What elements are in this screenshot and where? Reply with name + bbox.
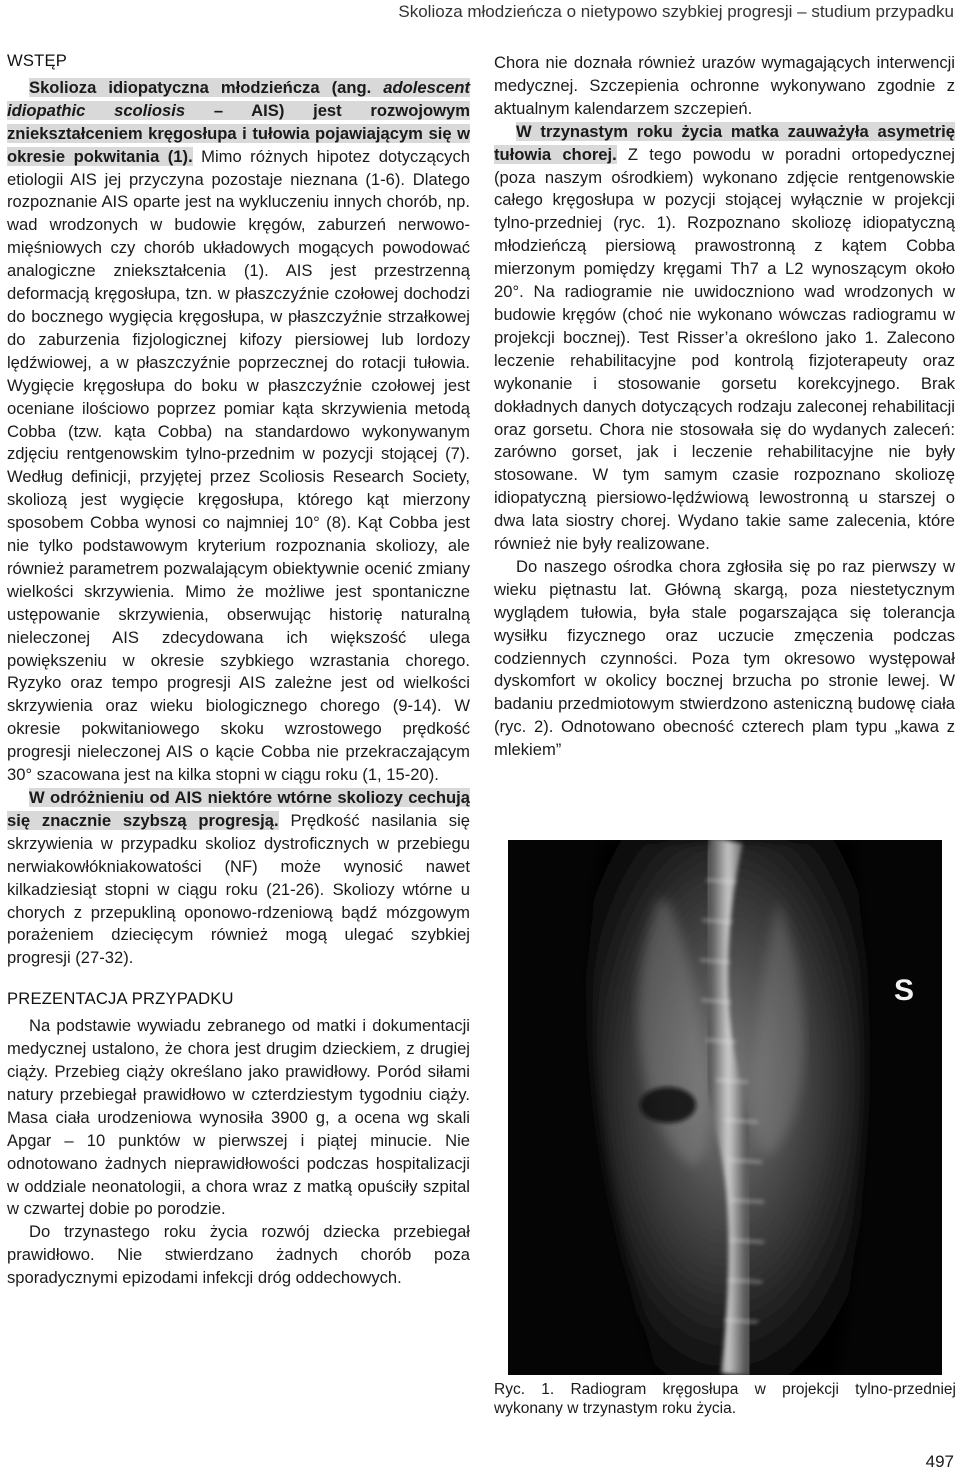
secondary-rest: Prędkość nasilania się skrzywienia w przypadku skolioz dystroficznych w przebiegu nerwiakowłókniakowatości (NF) może wynosić nawet kilkadziesiąt stopni w ciągu roku (21-26). Skoliozy wtórne u chorych z przepukliną oponowo-rdzeniową bądź mózgowym porażeniem dziecięcym również mogą ulegać szybkiej progresji (27-32). bbox=[7, 810, 470, 968]
intro-bold-a: Skolioza idiopatyczna młodzieńcza (ang. bbox=[29, 77, 384, 97]
running-header: Skolioza młodzieńcza o nietypowo szybkiej progresji – studium przypadku bbox=[398, 2, 954, 21]
radiograph-image bbox=[508, 840, 942, 1375]
asymmetry-paragraph bbox=[494, 121, 955, 556]
intro-bold-italic: adolescent idiopathic scoliosis bbox=[7, 77, 470, 120]
asymmetry-rest: Z tego powodu w poradni ortopedycznej (poza naszym ośrodkiem) wykonano zdjęcie rentgenowskie całego kręgosłupa w pozycji stojącej wyłącznie w projekcji tylno-przedniej (ryc. 1). Rozpoznano skoliozę idiopatyczną młodzieńczą piersiową prawostronną z kątem Cobba mierzonym pomiędzy kręgami Th7 a L2 wynoszącym około 20°. Na radiogramie nie uwidoczniono wad wrodzonych w budowie kręgów (choć nie wykonano wówczas radiogramu w projekcji bocznej). Test Risser’a określono jako 1. Zalecono leczenie rehabilitacyjne pod kontrolą fizjoterapeuty oraz wykonanie i stosowanie gorsetu korekcyjnego. Brak dokładnych danych dotyczących rodzaju zaleconej rehabilitacji oraz gorsetu. Chora nie stosowała się do wydanych zaleceń: zarówno gorset, jak i leczenie rehabilitacyjne nie były stosowane. W tym samym czasie rozpoznano skoliozę idiopatyczną piersiowo-lędźwiową lewostronną u starszej o dwa lata siostry chorej. Wydano takie same zalecenia, które również nie były realizowane. bbox=[494, 144, 955, 554]
injuries-paragraph: Chora nie doznała również urazów wymagających interwencji medycznej. Szczepienia ochronne wykonywano zgodnie z aktualnym kalendarzem szczepień. bbox=[494, 53, 955, 118]
section-heading-intro: WSTĘP bbox=[7, 51, 68, 70]
secondary-scoliosis-paragraph bbox=[7, 787, 470, 970]
figure-caption: Ryc. 1. Radiogram kręgosłupa w projekcji tylno-przedniej wykonany w trzynastym roku życia. bbox=[494, 1381, 956, 1417]
radiograph-side-marker: S bbox=[894, 974, 915, 1007]
right-column bbox=[494, 52, 955, 762]
highlighted-secondary: W odróżnieniu od AIS niektóre wtórne skoliozy cechują się znacznie szybszą progresją. bbox=[7, 788, 470, 830]
intro-bold-b: – AIS) jest rozwojowym zniekształceniem kręgosłupa i tułowia pojawiającym się w okresie pokwitania (1). bbox=[7, 100, 470, 166]
intro-rest: Mimo różnych hipotez dotyczących etiologii AIS jej przyczyna pozostaje nieznana (1-6). Dlatego rozpoznanie AIS oparte jest na wykluczeniu innych chorób, np. wad wrodzonych w budowie kręgów, zaburzeń nerwowo-mięśniowych czy chorób układowych mogących powodować analogiczne zniekształcenia (1). AIS jest przestrzenną deformacją kręgosłupa, tzn. w płaszczyźnie czołowej dochodzi do bocznego wygięcia kręgosłupa, w płaszczyźnie strzałkowej do zaburzenia fizjologicznej kifozy piersiowej lub lordozy lędźwiowej, a w płaszczyźnie poprzecznej do rotacji tułowia. Wygięcie kręgosłupa do boku w płaszczyźnie czołowej jest oceniane ilościowo poprzez pomiar kąta skrzywienia metodą Cobba (tzw. kąta Cobba) na standardowo wykonywanym zdjęciu rentgenowskim tylno-przednim w pozycji stojącej (7). Według definicji, przyjętej przez Scoliosis Research Society, skoliozą jest wygięcie kręgosłupa, którego kąt mierzony sposobem Cobba wynosi co najmniej 10° (8). Kąt Cobba jest nie tylko podstawowym kryterium rozpoznania skoliozy, ale również parametrem pozwalającym obiektywnie ocenić zmiany wielkości skrzywienia. Mimo że możliwe jest spontaniczne ustępowanie skrzywienia, obserwując historię naturalną nieleczonej AIS zdecydowana ich większość ulega powiększeniu w okresie szybkiego wzrastania chorego. Ryzyko oraz tempo progresji AIS zależne jest od wielkości skrzywienia oraz wieku biologicznego chorego (9-14). W okresie pokwitaniowego skoku wzrostowego prędkość progresji nieleczonej AIS o kącie Cobba nie przekraczającym 30° szacowana jest na kilka stopni w ciągu roku (1, 15-20). bbox=[7, 146, 471, 785]
highlighted-asymmetry: W trzynastym roku życia matka zauważyła asymetrię tułowia chorej. bbox=[494, 121, 955, 164]
case-history-paragraph: Na podstawie wywiadu zebranego od matki i dokumentacji medycznej ustalono, że chora jest drugim dzieckiem, z drugiej ciąży. Przebieg ciąży określano jako prawidłowy. Poród siłami natury przebiegał prawidłowo w czterdziestym tygodniu ciąży. Masa ciała urodzeniowa wynosiła 3900 g, a ocena wg skali Apgar – 10 punktów w pierwszej i piątej minucie. Nie odnotowano żadnych nieprawidłowości podczas hospitalizacji w oddziale neonatologii, a chora wraz z matką opuściły szpital w czwartej dobie po porodzie. bbox=[7, 1016, 470, 1219]
development-paragraph: Do trzynastego roku życia rozwój dziecka przebiegał prawidłowo. Nie stwierdzano żadnych chorób poza sporadycznymi epizodami infekcji dróg oddechowych. bbox=[7, 1222, 470, 1288]
page-number: 497 bbox=[925, 1452, 954, 1471]
spine-radiograph bbox=[508, 840, 942, 1375]
first-visit-paragraph: Do naszego ośrodka chora zgłosiła się po raz pierwszy w wieku piętnastu lat. Główną skargą, poza niestetycznym wyglądem tułowia, była stale pogarszająca się tolerancja wysiłku fizycznego oraz uczucie zmęczenia podczas codziennych czynności. Poza tym okresowo występował dyskomfort w okolicy bocznej brzucha po stronie lewej. W badaniu przedmiotowym stwierdzono asteniczną budowę ciała (ryc. 2). Odnotowano obecność czterech plam typu „kawa z mlekiem” bbox=[494, 556, 955, 760]
section-heading-case: PREZENTACJA PRZYPADKU bbox=[7, 989, 234, 1009]
left-column bbox=[7, 50, 470, 1290]
intro-paragraph bbox=[7, 77, 470, 787]
